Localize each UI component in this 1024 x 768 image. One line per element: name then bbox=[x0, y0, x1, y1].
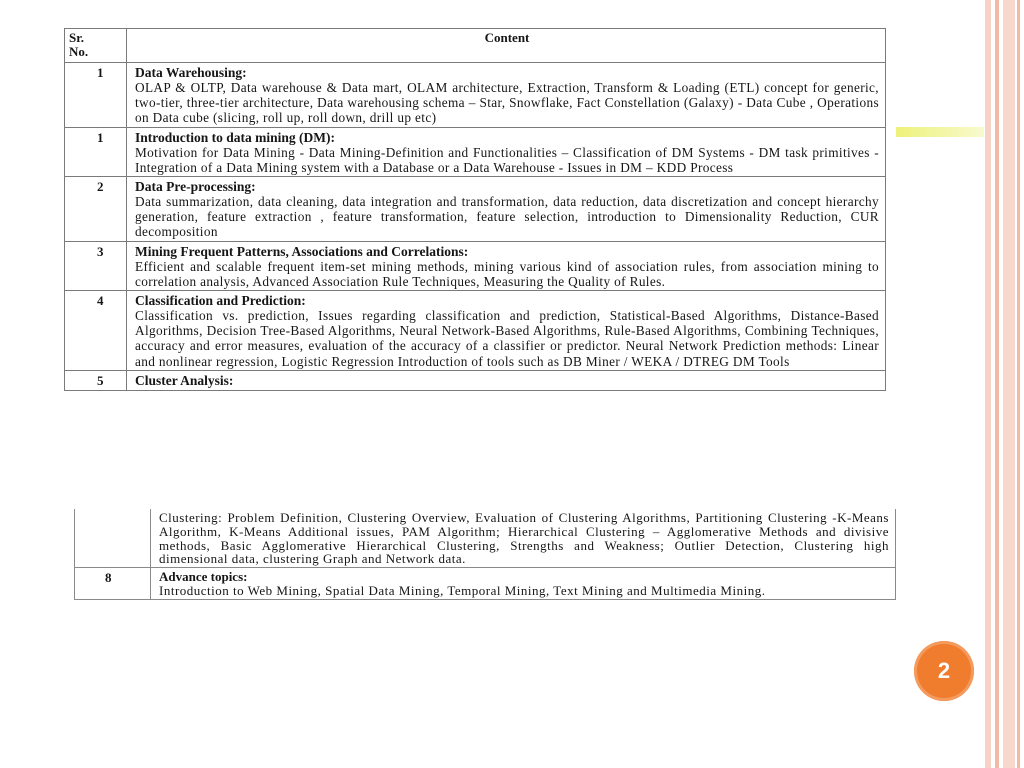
topic-title: Classification and Prediction: bbox=[135, 293, 306, 309]
decorative-border-stripe bbox=[1003, 0, 1015, 768]
decorative-accent-bar bbox=[896, 127, 984, 137]
row-content bbox=[127, 127, 886, 176]
table-row bbox=[65, 177, 886, 242]
row-content bbox=[127, 291, 886, 371]
topic-body: Efficient and scalable frequent item-set mining methods, mining various kind of association rules, from association mining to correlation analysis, Advanced Association Rule Techniques, Measuring the Quality of Rules. bbox=[135, 258, 879, 289]
syllabus-table-part-2 bbox=[74, 509, 896, 600]
row-number: 5 bbox=[65, 370, 127, 390]
row-number bbox=[75, 509, 151, 568]
row-number: 8 bbox=[75, 568, 151, 600]
row-number: 1 bbox=[65, 127, 127, 176]
row-content bbox=[151, 509, 896, 568]
row-content bbox=[151, 568, 896, 600]
topic-body: OLAP & OLTP, Data warehouse & Data mart, OLAM architecture, Extraction, Transform & Loading (ETL) concept for generic, two-tier, three-tier architecture, Data warehousing schema – Star, Snowflake, Fact Constellation (Galaxy) - Data Cube , Operations on Data cube (slicing, roll up, roll down, drill up etc) bbox=[135, 80, 879, 126]
topic-title: Data Warehousing: bbox=[135, 65, 247, 80]
row-content bbox=[127, 241, 886, 290]
row-content bbox=[127, 177, 886, 242]
topic-title: Cluster Analysis: bbox=[135, 372, 234, 388]
page-number-badge bbox=[914, 641, 974, 701]
topic-body: Motivation for Data Mining - Data Mining-Definition and Functionalities – Classification of DM Systems - DM task primitives - Integration of a Data Mining system with a Database or a Data Warehouse - Issues in DM – KDD Process bbox=[135, 144, 879, 175]
syllabus-table-image bbox=[64, 28, 886, 391]
header-sr-no bbox=[65, 29, 127, 63]
row-content bbox=[127, 63, 886, 128]
topic-body: Clustering: Problem Definition, Clustering Overview, Evaluation of Clustering Algorithms, Partitioning Clustering -K-Means Algorithm, K-Means Additional issues, PAM Algorithm; Hierarchical Clustering – Agglomerative Methods and divisive methods, Basic Agglomerative Hierarchical Clustering, Strengths and Weakness; Outlier Detection, Clustering high dimensional data, clustering Graph and Network data. bbox=[159, 510, 889, 567]
table-row bbox=[75, 509, 896, 568]
row-content bbox=[127, 370, 886, 390]
topic-title: Data Pre-processing: bbox=[135, 179, 256, 195]
table-row bbox=[65, 241, 886, 290]
row-number: 3 bbox=[65, 241, 127, 290]
decorative-border-stripe bbox=[995, 0, 999, 768]
topic-body: Classification vs. prediction, Issues regarding classification and prediction, Statistical-Based Algorithms, Distance-Based Algorithms, Decision Tree-Based Algorithms, Neural Network-Based Algorithms, Rule-Based Algorithms, Combining Techniques, accuracy and error measures, evaluation of the accuracy of a classifier or predictor. Neural Network Prediction methods: Linear and nonlinear regression, Logistic Regression Introduction of tools such as DB Miner / WEKA / DTREG DM Tools bbox=[135, 308, 879, 369]
header-sr-label: Sr. No. bbox=[69, 30, 89, 59]
row-number: 1 bbox=[65, 63, 127, 128]
topic-body: Introduction to Web Mining, Spatial Data Mining, Temporal Mining, Text Mining and Multimedia Mining. bbox=[159, 583, 766, 599]
decorative-border-stripe bbox=[1017, 0, 1020, 768]
table-row bbox=[65, 291, 886, 371]
syllabus-table bbox=[64, 28, 886, 391]
table-header-row bbox=[65, 29, 886, 63]
topic-title: Advance topics: bbox=[159, 569, 248, 585]
decorative-border-stripe bbox=[985, 0, 991, 768]
row-number: 2 bbox=[65, 177, 127, 242]
topic-body: Data summarization, data cleaning, data integration and transformation, data reduction, data discretization and concept hierarchy generation, feature extraction , feature transformation, feature selection, introduction to Dimensionality Reduction, CUR decomposition bbox=[135, 194, 879, 240]
header-content: Content bbox=[127, 29, 886, 63]
table-row bbox=[65, 63, 886, 128]
table-row bbox=[65, 127, 886, 176]
topic-title: Introduction to data mining (DM): bbox=[135, 129, 336, 145]
table-row bbox=[75, 568, 896, 600]
page-number: 2 bbox=[937, 658, 951, 683]
syllabus-table-continuation bbox=[74, 509, 896, 600]
row-number: 4 bbox=[65, 291, 127, 371]
table-row bbox=[65, 370, 886, 390]
topic-title: Mining Frequent Patterns, Associations and Correlations: bbox=[135, 243, 469, 259]
